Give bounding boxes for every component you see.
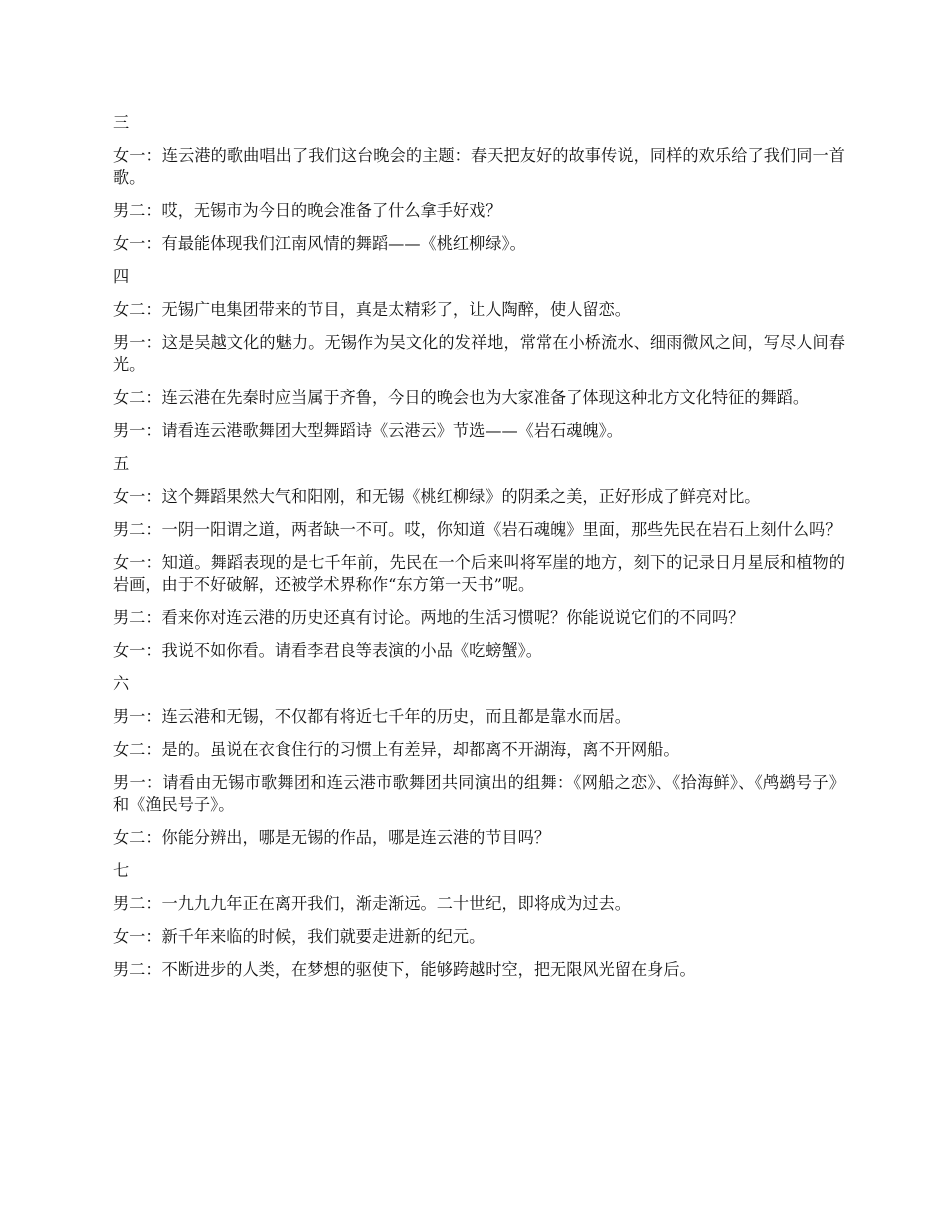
section-heading: 七 — [113, 861, 130, 880]
dialogue-line: 男二：不断进步的人类，在梦想的驱使下，能够跨越时空，把无限风光留在身后。 — [113, 960, 696, 979]
section-heading: 四 — [113, 267, 130, 286]
document-body — [113, 112, 845, 992]
dialogue-line: 女二：无锡广电集团带来的节目，真是太精彩了，让人陶醉，使人留恋。 — [113, 300, 631, 319]
dialogue-line: 男一：连云港和无锡，不仅都有将近七千年的历史，而且都是靠水而居。 — [113, 707, 631, 726]
section-heading: 三 — [113, 113, 130, 132]
dialogue-line: 男一：请看连云港歌舞团大型舞蹈诗《云港云》节选——《岩石魂魄》。 — [113, 421, 623, 440]
dialogue-line: 女一：这个舞蹈果然大气和阳刚，和无锡《桃红柳绿》的阴柔之美，正好形成了鲜亮对比。 — [113, 487, 761, 506]
section-heading: 六 — [113, 674, 130, 693]
dialogue-line: 男二：看来你对连云港的历史还真有讨论。两地的生活习惯呢？你能说说它们的不同吗？ — [113, 608, 745, 627]
dialogue-line: 女一：知道。舞蹈表现的是七千年前，先民在一个后来叫将军崖的地方，刻下的记录日月星辰和植物的岩画，由于不好破解，还被学术界称作“东方第一天书”呢。 — [113, 553, 845, 594]
dialogue-line: 女一：新千年来临的时候，我们就要走进新的纪元。 — [113, 927, 486, 946]
dialogue-line: 女二：你能分辨出，哪是无锡的作品，哪是连云港的节目吗？ — [113, 828, 551, 847]
dialogue-line: 女二：连云港在先秦时应当属于齐鲁，今日的晚会也为大家准备了体现这种北方文化特征的舞蹈。 — [113, 388, 810, 407]
dialogue-line: 男二：一阴一阳谓之道，两者缺一不可。哎，你知道《岩石魂魄》里面，那些先民在岩石上刻什么吗？ — [113, 520, 842, 539]
dialogue-line: 女一：有最能体现我们江南风情的舞蹈——《桃红柳绿》。 — [113, 234, 526, 253]
dialogue-line: 男二：哎，无锡市为今日的晚会准备了什么拿手好戏？ — [113, 201, 502, 220]
dialogue-line: 男一：这是吴越文化的魅力。无锡作为吴文化的发祥地，常常在小桥流水、细雨微风之间，写尽人间春光。 — [113, 333, 845, 374]
dialogue-line: 女二：是的。虽说在衣食住行的习惯上有差异，却都离不开湖海，离不开网船。 — [113, 740, 680, 759]
section-heading: 五 — [113, 454, 130, 473]
dialogue-line: 男二：一九九九年正在离开我们，渐走渐远。二十世纪，即将成为过去。 — [113, 894, 631, 913]
dialogue-line: 男一：请看由无锡市歌舞团和连云港市歌舞团共同演出的组舞：《网船之恋》、《拾海鲜》、《鸬鹚号子》和《渔民号子》。 — [113, 773, 845, 814]
dialogue-line: 女一：连云港的歌曲唱出了我们这台晚会的主题：春天把友好的故事传说，同样的欢乐给了我们同一首歌。 — [113, 146, 845, 187]
dialogue-line: 女一：我说不如你看。请看李君良等表演的小品《吃螃蟹》。 — [113, 641, 542, 660]
